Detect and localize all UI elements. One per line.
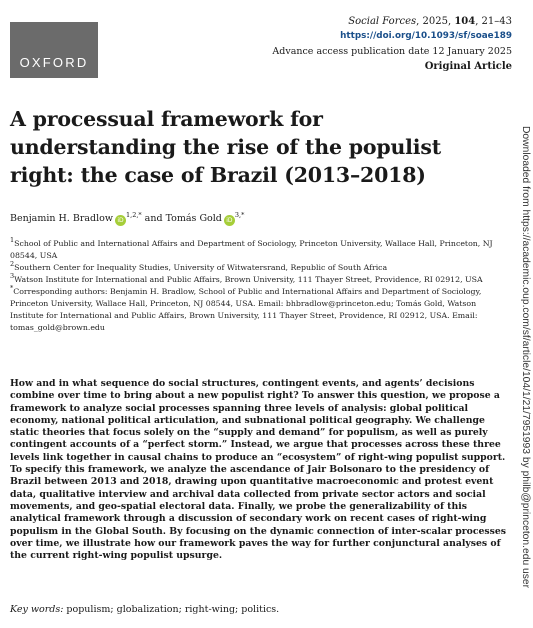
affiliation-text: Watson Institute for International and Public Affairs, Brown University, 111 Thayer Street, Providence, RI 02912, USA <box>14 275 483 284</box>
affiliation-text: School of Public and International Affairs and Department of Sociology, Princeton University, Wallace Hall, Princeton, NJ 08544, USA <box>10 239 493 260</box>
doi-link[interactable]: https://doi.org/10.1093/sf/soae189 <box>340 31 512 41</box>
oxford-logo <box>10 22 98 78</box>
affiliation-text: Southern Center for Inequality Studies, University of Witwatersrand, Republic of South Africa <box>14 263 388 272</box>
author-joiner: and <box>141 213 166 224</box>
article-meta <box>272 14 512 74</box>
abstract: How and in what sequence do social structures, contingent events, and agents’ decisions combine over time to bring about a new populist right? To answer this question, we propose a framework to analyze social processes spanning three levels of analysis: global political economy, national political articulation, and subnational political geography. We challenge static theories that focus solely on the “supply and demand” for populism, as well as purely contingent accounts of a “perfect storm.” Instead, we argue that processes across these three levels link together in causal chains to produce an “ecosystem” of right-wing populist support. To specify this framework, we analyze the ascendance of Jair Bolsonaro to the presidency of Brazil between 2013 and 2018, drawing upon quantitative macroeconomic and protest event data, qualitative interview and archival data collected from private sector actors and social movements, and geo-spatial electoral data. Finally, we probe the generalizability of this analytical framework through a discussion of secondary work on recent cases of right-wing populism in the Global South. By focusing on the dynamic connection of inter-scalar processes over time, we illustrate how our framework paves the way for further conjunctural analyses of the current right-wing populist upsurge. <box>10 378 507 562</box>
affiliation-sup: 2 <box>10 260 15 268</box>
journal-citation <box>272 14 512 29</box>
keywords <box>10 604 279 615</box>
keywords-label: Key words: <box>10 604 64 615</box>
affiliation <box>10 262 502 274</box>
corresponding-authors <box>10 286 502 334</box>
author-list <box>10 213 244 226</box>
affiliation-text: Corresponding authors: Benjamin H. Bradlow, School of Public and International Affairs and Department of Sociology, Princeton University, Wallace Hall, Princeton, NJ 08544, USA. Email: bhbradlow@princeton.edu; Tomás Gold, Watson Institute for International and Public Affairs, Brown University, 111 Thayer Street, Providence, RI 02912, USA. Email: tomas_gold@brown.edu <box>10 287 482 332</box>
journal-volume: 104 <box>454 16 476 27</box>
keywords-text: populism; globalization; right-wing; politics. <box>63 604 280 615</box>
journal-name: Social Forces <box>348 16 417 27</box>
author-name: Benjamin H. Bradlow <box>10 213 113 224</box>
oxford-logo-text: OXFORD <box>19 55 89 70</box>
affiliations <box>10 238 502 334</box>
paper-title: A processual framework for understanding the rise of the populist right: the case of Brazil (2013–2018) <box>10 107 441 187</box>
author-name: Tomás Gold <box>165 213 222 224</box>
affiliation <box>10 274 502 286</box>
article-type: Original Article <box>424 61 512 72</box>
affiliation-sup: * <box>10 284 14 292</box>
affiliation <box>10 238 502 262</box>
download-watermark: Downloaded from https://academic.oup.com/sf/article/104/1/21/7951993 by philb@princeton.edu user <box>520 126 531 589</box>
orcid-icon[interactable]: iD <box>224 215 235 226</box>
affiliation-sup: 1 <box>10 236 15 244</box>
advance-access-date: Advance access publication date 12 January 2025 <box>272 46 512 57</box>
author-affil-sup: 1,2,* <box>126 211 142 219</box>
orcid-icon[interactable]: iD <box>115 215 126 226</box>
author-affil-sup: 3,* <box>234 211 245 219</box>
citation-year: , 2025, <box>416 16 455 27</box>
affiliation-sup: 3 <box>10 272 15 280</box>
journal-pages: , 21–43 <box>475 16 512 27</box>
